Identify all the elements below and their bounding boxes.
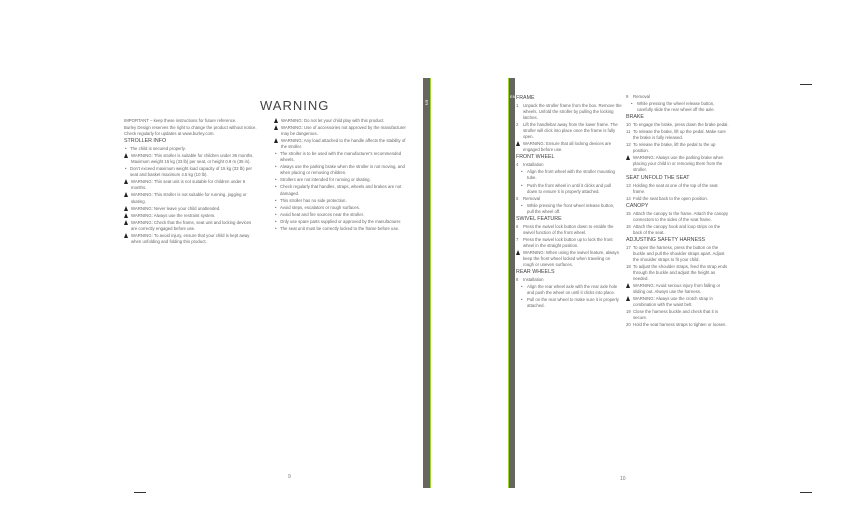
paragraph-text: Strollers are not intended for running or skating. <box>280 177 371 183</box>
paragraph-text: WARNING: Use of accessories not approved by the manufacturer may be dangerous. <box>281 125 406 137</box>
paragraph <box>124 118 258 124</box>
numbered-step <box>626 211 730 223</box>
bullet-item <box>274 198 406 204</box>
paragraph-text: WARNING: When using the swivel feature, always keep the front wheel locked when traveling on rough or uneven surfaces. <box>523 249 619 268</box>
sub-bullet-item <box>516 284 622 296</box>
language-tab: EN <box>510 94 516 99</box>
warning-item <box>274 125 406 137</box>
numbered-step <box>516 122 622 140</box>
paragraph-text: Pull on the rear wheel to make sure it is properly attached. <box>527 297 619 309</box>
paragraph-text: Attach the canopy to the frame. Attach the canopy connectors to the sides of the seat frame. <box>633 210 729 222</box>
paragraph-text: FRONT WHEEL <box>516 154 555 161</box>
paragraph-text: Don't exceed maximum weight load capacity of 15 kg (33 lb) per seat and basket maximum 4.5 kg (10 lb). <box>130 166 252 178</box>
paragraph-text: The child is secured properly. <box>130 146 186 152</box>
paragraph-text: Press the swivel lock button down to enable the swivel function of the front wheel. <box>523 223 614 235</box>
warning-icon <box>124 153 128 158</box>
bullet-item <box>274 212 406 218</box>
paragraph-text: To engage the brake, press down the brake pedal. <box>633 122 729 128</box>
warning-item <box>274 138 406 150</box>
paragraph-text: Burley Design reserves the right to change the product without notice. Check regularly for updates at www.burley.com. <box>124 125 257 137</box>
binding-strip-left <box>423 78 430 488</box>
paragraph-text: WARNING: This stroller is suitable for children under 36 months. Maximum weight 15 kg (33 lb) per seat, or height 0.9 m (35 in). <box>131 153 254 165</box>
left-page <box>108 78 419 488</box>
warning-icon <box>274 138 278 143</box>
paragraph-text: SEAT UNFOLD THE SEAT <box>626 174 690 181</box>
warning-icon <box>124 179 128 184</box>
bullet-item <box>274 151 406 163</box>
sub-bullet-item <box>516 183 622 195</box>
section-heading <box>516 269 622 276</box>
warning-item <box>124 213 258 219</box>
paragraph-text: WARNING: Any load attached to the handle affects the stability of the stroller. <box>281 138 406 150</box>
paragraph-text: FRAME <box>516 95 535 101</box>
warning-item <box>124 153 258 165</box>
bullet-item <box>124 166 258 178</box>
paragraph-text: Align the front wheel with the stroller mounting tube. <box>527 169 615 181</box>
paragraph-text: Installation <box>523 162 544 168</box>
warning-icon <box>124 233 128 238</box>
language-tab: EN <box>424 99 430 106</box>
paragraph <box>124 125 258 137</box>
crop-mark <box>800 84 812 85</box>
bullet-item <box>274 177 406 183</box>
warning-item <box>626 155 730 173</box>
paragraph-text: WARNING: Avoid serious injury from falling or sliding out. Always use the harness. <box>633 283 721 295</box>
numbered-step <box>626 129 730 141</box>
paragraph-text: While pressing the front wheel release button, pull the wheel off. <box>527 202 615 214</box>
paragraph-text: Removal <box>633 94 650 99</box>
step-number: 14 <box>626 195 631 201</box>
step-number: 1 <box>516 103 519 108</box>
paragraph-text: SWIVEL FEATURE <box>516 215 562 222</box>
step-number: 10 <box>626 122 631 128</box>
sub-bullet-item <box>516 169 622 181</box>
warning-icon <box>124 192 128 197</box>
numbered-step <box>516 103 622 121</box>
warning-icon <box>626 155 630 160</box>
step-number: 2 <box>516 122 519 128</box>
bullet-item <box>124 146 258 152</box>
numbered-step <box>626 183 730 195</box>
bullet-item <box>274 226 406 232</box>
section-heading <box>626 114 730 121</box>
paragraph-text: WARNING: Ensure that all locking devices are engaged before use. <box>523 141 612 153</box>
page-number: 9 <box>288 474 291 480</box>
numbered-step <box>626 322 730 328</box>
numbered-step <box>626 245 730 263</box>
warning-item <box>274 118 406 124</box>
paragraph-text: Attach the canopy hook and loop strips on the back of the seat. <box>633 223 721 235</box>
paragraph-text: The seat unit must be correctly locked to the frame before use. <box>280 225 400 231</box>
paragraph-text: Close the harness buckle and check that it is secure. <box>633 309 719 321</box>
step-number: 19 <box>626 309 631 315</box>
warning-icon <box>516 250 520 255</box>
numbered-step <box>626 142 730 154</box>
paragraph-text: While pressing the wheel release button, carefully slide the rear wheel off the axle. <box>637 101 715 113</box>
step-number: 17 <box>626 244 631 250</box>
left-column-1 <box>124 118 258 246</box>
paragraph-text: Lift the handlebar away from the lower frame. The stroller will click into place once the frame is fully open. <box>523 122 618 140</box>
warning-icon <box>124 206 128 211</box>
numbered-step <box>626 309 730 321</box>
right-page <box>516 78 736 488</box>
accent-line-left <box>430 78 431 488</box>
paragraph-text: Removal <box>523 195 540 201</box>
step-number: 9 <box>626 94 629 99</box>
section-heading <box>626 175 730 182</box>
warning-icon <box>124 213 128 218</box>
paragraph-text: Only use spare parts supplied or approved by the manufacturer. <box>280 218 402 224</box>
warning-item <box>626 283 730 295</box>
right-column-1 <box>516 94 622 310</box>
paragraph-text: WARNING: Always use the restraint system. <box>131 212 216 218</box>
paragraph-text: Holding the seat at one of the top of the seat frame. <box>633 182 718 194</box>
paragraph-text: This stroller has no side protection. <box>280 197 347 203</box>
paragraph-text: Installation <box>523 277 544 283</box>
left-column-2 <box>274 118 406 233</box>
paragraph-text: The stroller is to be used with the manufacturer's recommended wheels. <box>280 151 402 163</box>
numbered-step <box>516 162 622 168</box>
paragraph-text: To release the brake, lift the pedal to the up position. <box>633 142 716 154</box>
warning-item <box>516 141 622 153</box>
warning-icon <box>274 125 278 130</box>
crop-mark <box>800 492 812 493</box>
page-title: WARNING <box>260 98 330 113</box>
warning-icon <box>626 296 630 301</box>
paragraph-text: REAR WHEELS <box>516 269 555 276</box>
warning-item <box>516 250 622 268</box>
paragraph-text: BRAKE <box>626 114 644 121</box>
warning-item <box>124 179 258 191</box>
bullet-item <box>274 164 406 176</box>
paragraph-text: Press the swivel lock button up to lock the front wheel in the straight position. <box>523 236 613 248</box>
warning-item <box>626 296 730 308</box>
page-number: 10 <box>620 476 626 482</box>
numbered-step <box>516 196 622 202</box>
warning-icon <box>124 220 128 225</box>
step-number: 12 <box>626 142 631 148</box>
paragraph-text: To open the harness, press the button on the buckle and pull the shoulder straps apart. Adjust the shoulder straps to fit your child. <box>633 244 725 262</box>
paragraph-text: IMPORTANT – keep these instructions for future reference. <box>124 118 237 123</box>
paragraph-text: WARNING: This seat unit is not suitable for children under 6 months. <box>131 179 246 191</box>
paragraph-text: WARNING: Always use the crotch strap in combination with the waist belt. <box>633 296 713 308</box>
numbered-step <box>626 94 730 100</box>
paragraph-text: Push the front wheel in until it clicks and pull down to ensure it is properly attached. <box>527 182 612 194</box>
accent-line-right <box>508 78 509 488</box>
warning-icon <box>516 141 520 146</box>
numbered-step <box>516 277 622 283</box>
section-heading <box>516 154 622 161</box>
section-heading <box>124 138 258 145</box>
numbered-step <box>626 196 730 202</box>
warning-item <box>124 220 258 232</box>
numbered-step <box>626 264 730 282</box>
sub-bullet-item <box>626 101 730 113</box>
warning-icon <box>274 118 278 123</box>
paragraph-text: CANOPY <box>626 202 649 209</box>
bullet-item <box>274 205 406 211</box>
section-heading <box>516 216 622 223</box>
section-heading <box>626 237 730 244</box>
step-number: 7 <box>516 236 519 242</box>
step-number: 4 <box>516 162 519 168</box>
warning-item <box>124 192 258 204</box>
paragraph-text: STROLLER INFO <box>124 138 167 145</box>
step-number: 11 <box>626 129 631 135</box>
numbered-step <box>626 224 730 236</box>
step-number: 20 <box>626 322 631 328</box>
warning-item <box>124 233 258 245</box>
paragraph-text: Avoid steps, escalators or rough surfaces. <box>280 204 360 210</box>
bullet-item <box>274 184 406 196</box>
section-heading <box>626 203 730 210</box>
step-number: 15 <box>626 210 631 216</box>
right-column-2 <box>626 94 730 329</box>
step-number: 16 <box>626 223 631 229</box>
section-heading <box>516 95 622 102</box>
step-number: 5 <box>516 195 519 201</box>
step-number: 8 <box>516 277 519 283</box>
sub-bullet-item <box>516 203 622 215</box>
paragraph-text: WARNING: Do not let your child play with this product. <box>281 118 385 123</box>
sub-bullet-item <box>516 297 622 309</box>
step-number: 13 <box>626 182 631 188</box>
crop-mark <box>134 492 146 493</box>
paragraph-text: Check regularly that handles, straps, wheels and brakes are not damaged. <box>280 184 402 196</box>
paragraph-text: To release the brake, lift up the pedal. Make sure the brake is fully released. <box>633 129 726 141</box>
paragraph-text: WARNING: To avoid injury, ensure that your child is kept away when unfolding and folding this product. <box>131 232 250 244</box>
warning-icon <box>626 283 630 288</box>
numbered-step <box>626 122 730 128</box>
paragraph-text: ADJUSTING SAFETY HARNESS <box>626 236 706 243</box>
bullet-item <box>274 219 406 225</box>
paragraph-text: WARNING: Never leave your child unattended. <box>131 205 221 211</box>
paragraph-text: To adjust the shoulder straps, feed the strap ends through the buckle and adjust the height as needed. <box>633 263 728 282</box>
paragraph-text: Fold the seat back to the open position. <box>633 195 709 201</box>
paragraph-text: Always use the parking brake when the stroller is not moving, and when placing or removing children. <box>280 164 405 176</box>
paragraph-text: WARNING: Always use the parking brake when placing your child in or removing them from the stroller. <box>633 155 724 173</box>
binding-strip-right <box>509 78 515 488</box>
numbered-step <box>516 224 622 236</box>
step-number: 6 <box>516 223 519 229</box>
paragraph-text: WARNING: This stroller is not suitable for running, jogging or skating. <box>131 192 247 204</box>
numbered-step <box>516 237 622 249</box>
paragraph-text: Avoid heat and fire sources near the stroller. <box>280 211 364 217</box>
paragraph-text: Align the rear wheel axle with the rear axle hole and push the wheel on until it clicks into place. <box>527 284 618 296</box>
paragraph-text: WARNING: Check that the frame, seat unit and locking devices are correctly engaged before use. <box>131 219 252 231</box>
paragraph-text: Unpack the stroller frame from the box. Remove the wheels. Unfold the stroller by pulling the locking latches. <box>523 103 622 121</box>
step-number: 18 <box>626 263 631 269</box>
paragraph-text: Hold the seat harness straps to tighten or loosen. <box>633 322 727 328</box>
warning-item <box>124 206 258 212</box>
